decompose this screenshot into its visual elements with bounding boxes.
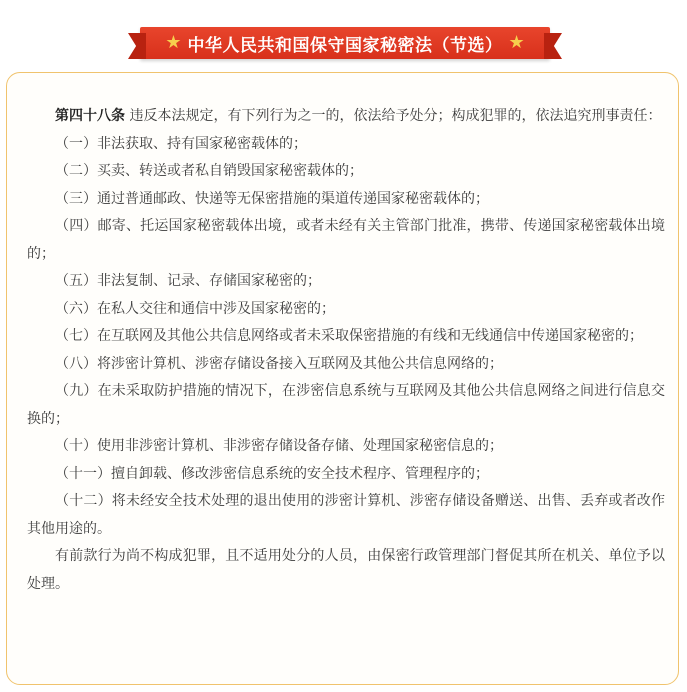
list-item: （十）使用非涉密计算机、非涉密存储设备存储、处理国家秘密信息的； [55, 438, 503, 454]
list-item: （五）非法复制、记录、存储国家秘密的； [55, 273, 321, 289]
page-title: 中华人民共和国保守国家秘密法（节选） [187, 35, 503, 56]
list-item: （二）买卖、转送或者私自销毁国家秘密载体的； [55, 163, 363, 179]
list-item: （六）在私人交往和通信中涉及国家秘密的； [55, 300, 335, 317]
star-icon: ★ [165, 32, 182, 53]
banner-inner [165, 31, 524, 56]
list-item: （十二）将未经安全技术处理的退出使用的涉密计算机、涉密存储设备赠送、出售、丢弃或者改作其他用途的。 [27, 493, 665, 537]
list-item: （一）非法获取、持有国家秘密载体的； [55, 135, 307, 152]
list-item: （三）通过普通邮政、快递等无保密措施的渠道传递国家秘密载体的； [55, 190, 489, 207]
closing-paragraph: 有前款行为尚不构成犯罪，且不适用处分的人员，由保密行政管理部门督促其所在机关、单位予以处理。 [27, 548, 665, 592]
list-item: （四）邮寄、托运国家秘密载体出境，或者未经有关主管部门批准，携带、传递国家秘密载体出境的； [27, 218, 665, 262]
list-item: （八）将涉密计算机、涉密存储设备接入互联网及其他公共信息网络的； [55, 355, 503, 372]
star-icon: ★ [508, 32, 525, 53]
list-item: （十一）擅自卸载、修改涉密信息系统的安全技术程序、管理程序的； [55, 465, 489, 482]
article-body [27, 103, 665, 598]
list-item: （七）在互联网及其他公共信息网络或者未采取保密措施的有线和无线通信中传递国家秘密的； [55, 328, 643, 344]
article-intro-text: 违反本法规定，有下列行为之一的，依法给予处分；构成犯罪的，依法追究刑事责任： [129, 108, 662, 124]
list-item: （九）在未采取防护措施的情况下，在涉密信息系统与互联网及其他公共信息网络之间进行信息交换的； [27, 383, 665, 427]
article-intro [27, 103, 665, 131]
title-banner [140, 27, 550, 59]
article-number: 第四十八条 [55, 108, 125, 124]
